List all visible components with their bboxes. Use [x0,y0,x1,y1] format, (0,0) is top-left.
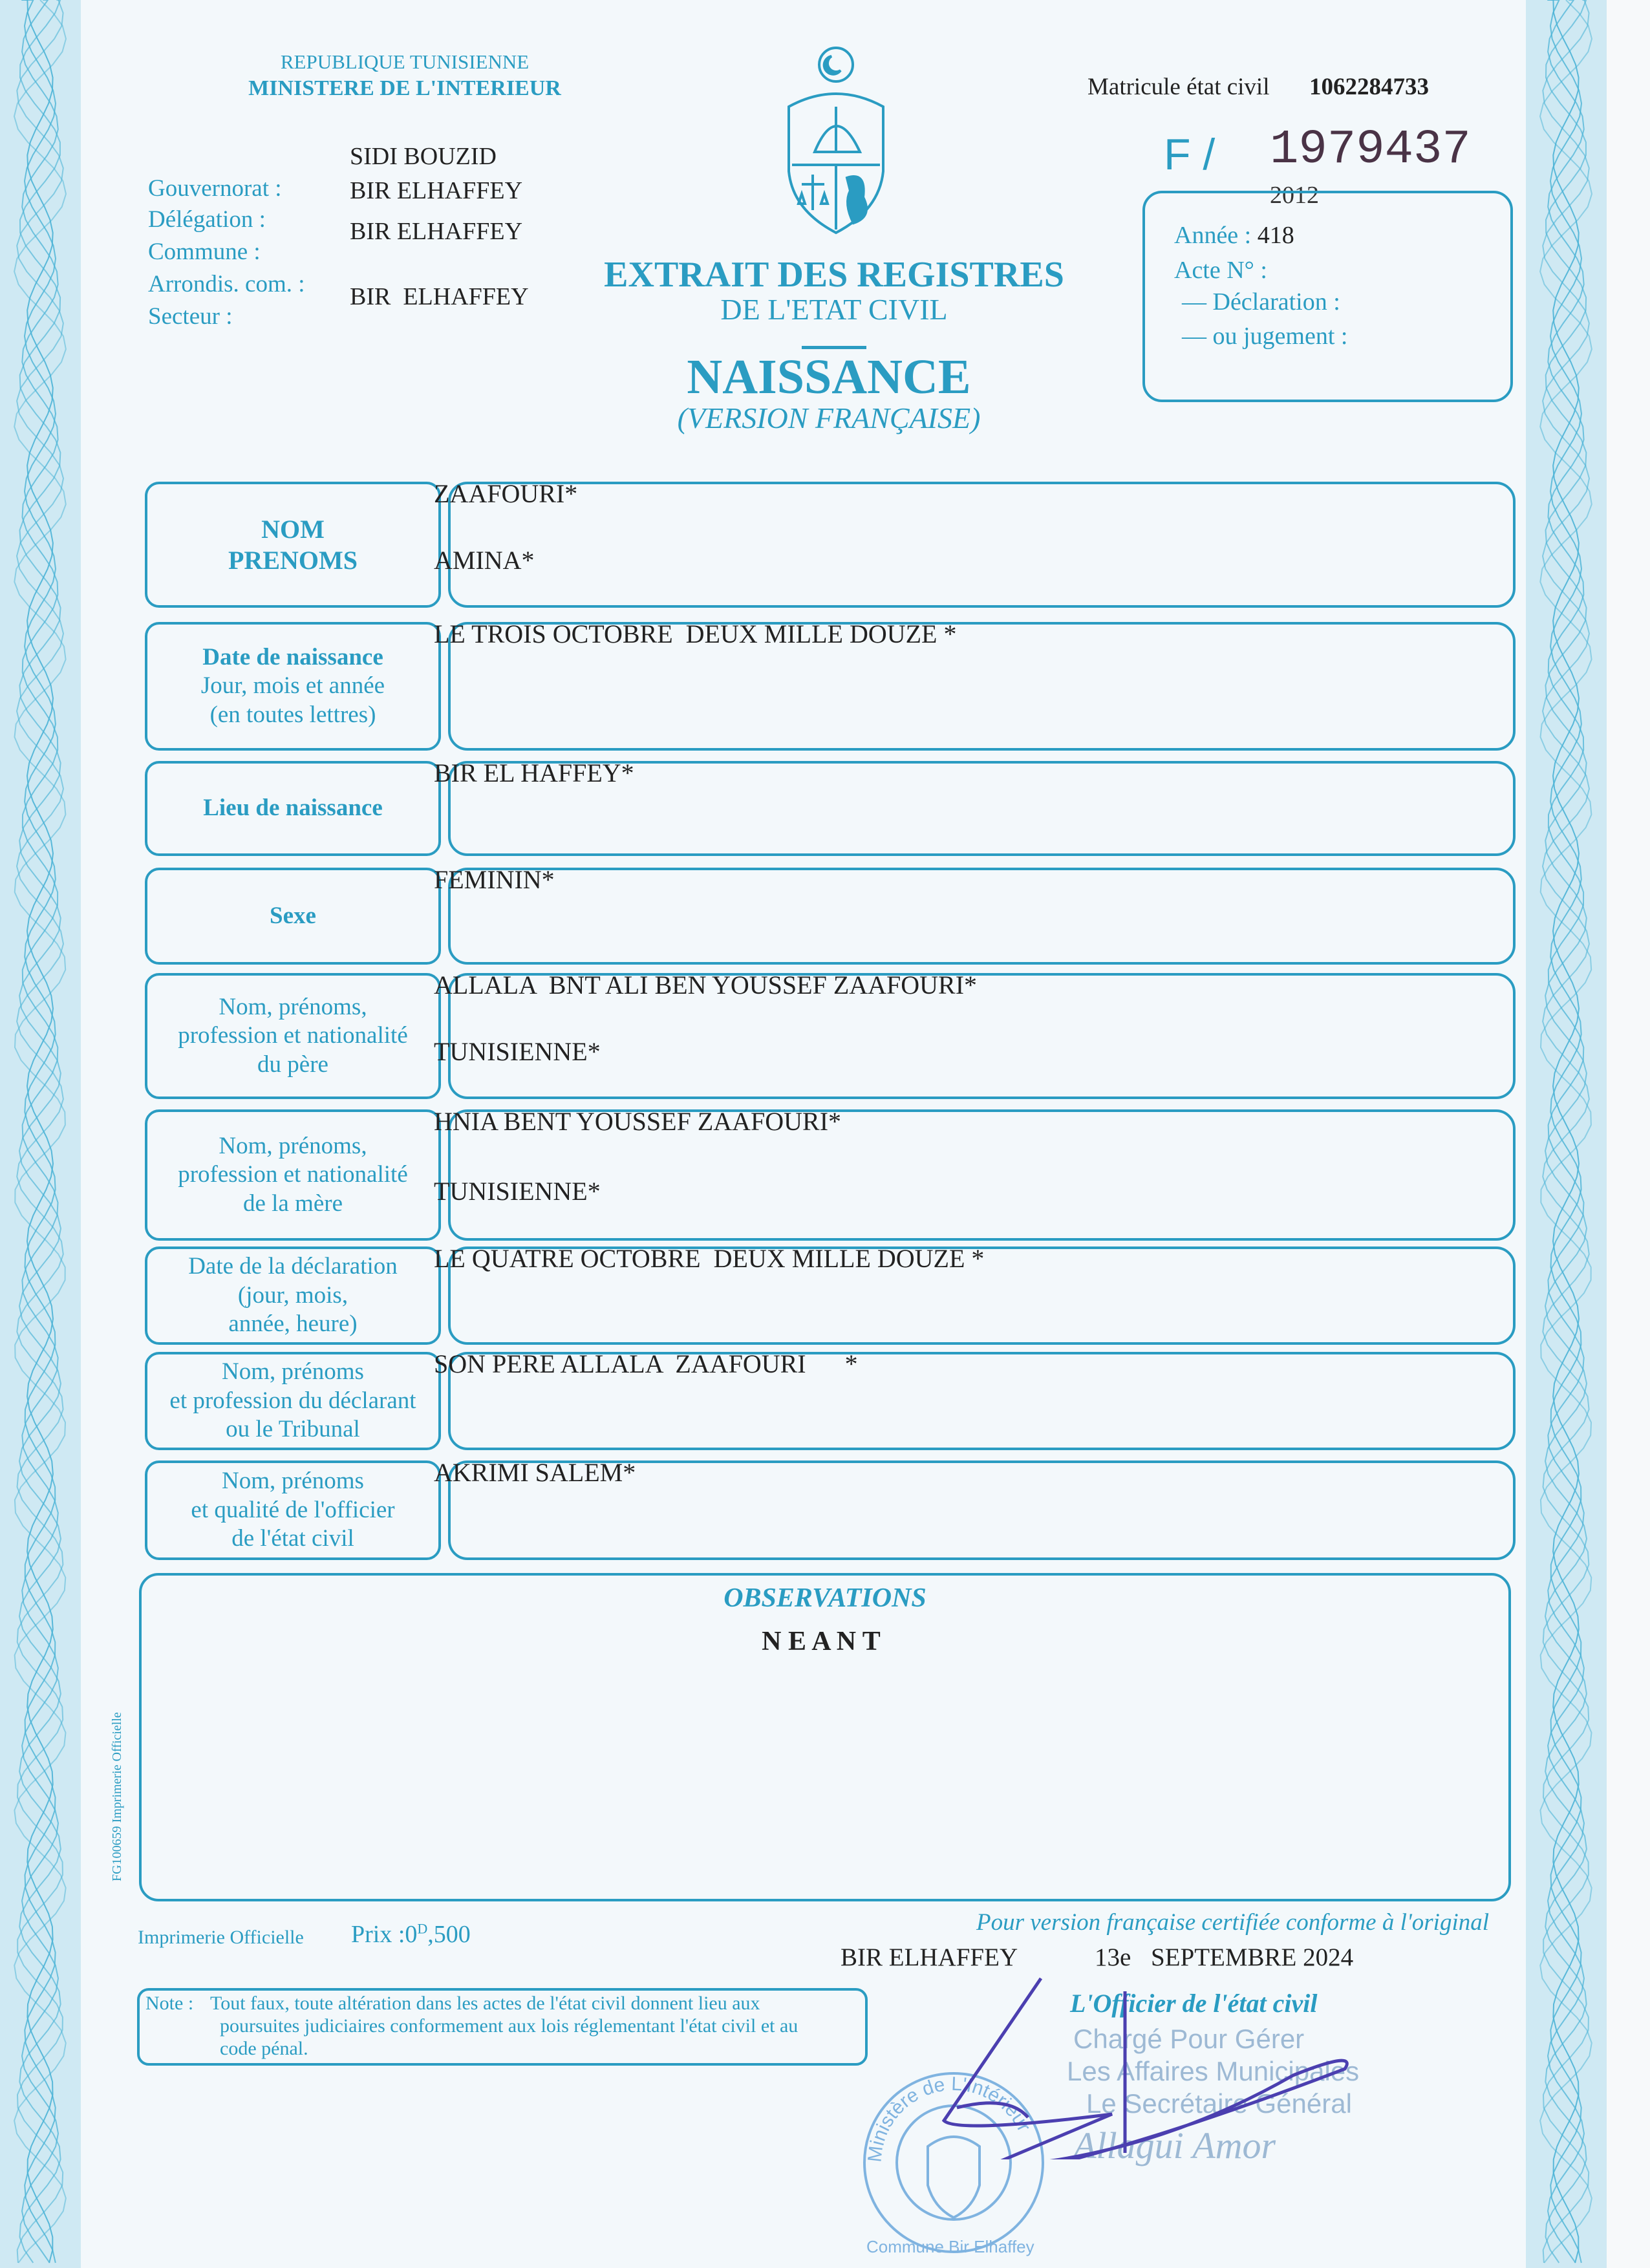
row-label-line: (jour, mois, [237,1281,348,1309]
row-label [145,973,441,1099]
commune-value: BIR ELHAFFEY [350,218,523,245]
row-label [145,761,441,856]
row-label-line: Jour, mois et année [200,672,385,700]
row-label-line: Nom, prénoms [222,1468,364,1495]
note-label: Note : [145,1993,194,2014]
row-value: TUNISIENNE* [434,1037,601,1067]
row-value-box [448,868,1516,965]
guilloche-border-left [0,0,81,2268]
officer-title: L'Officier de l'état civil [1070,1989,1318,2018]
row-value: LE QUATRE OCTOBRE DEUX MILLE DOUZE * [434,1244,985,1273]
row-value: SON PERE ALLALA ZAAFOURI * [434,1349,858,1378]
version-label: (VERSION FRANÇAISE) [677,401,981,434]
act-type-title: NAISSANCE [687,350,971,404]
price-unit: D [417,1920,428,1937]
row-label [145,1460,441,1560]
row-value: FEMININ* [434,865,555,894]
row-label-line: de la mère [242,1190,343,1217]
gouvernorat-value: SIDI BOUZID [350,143,497,170]
acte-number-label: Acte N° : [1174,257,1267,284]
price-prefix: Prix :0 [351,1921,418,1948]
price-value: ,500 [427,1921,471,1948]
tunisia-coat-of-arms-emblem [776,42,896,236]
row-value: ZAAFOURI* [434,479,578,508]
handwritten-signature [931,1959,1397,2159]
observations-value: N E A N T [762,1627,881,1656]
issue-place: BIR ELHAFFEY [841,1943,1018,1971]
row-label-line: et profession du déclarant [169,1387,416,1414]
document-title: EXTRAIT DES REGISTRES [604,255,1064,295]
stamp-line1: Chargé Pour Gérer [1073,2024,1305,2054]
row-label-line: et qualité de l'officier [191,1496,395,1523]
row-label-line: profession et nationalité [178,1022,408,1049]
year-stamp: 2012 [1270,182,1319,209]
secteur-label: Secteur : [148,303,233,330]
row-value: ALLALA BNT ALI BEN YOUSSEF ZAAFOURI* [434,970,978,1000]
row-label-line: Nom, prénoms, [219,1132,367,1159]
row-label-line: Nom, prénoms [222,1358,364,1385]
row-label-line: PRENOMS [228,545,358,575]
republic-label: REPUBLIQUE TUNISIENNE [280,50,530,73]
row-label-line: NOM [261,514,325,544]
row-value: AMINA* [434,546,535,575]
row-label [145,868,441,965]
observations-box [139,1573,1511,1901]
issue-month-year: SEPTEMBRE 2024 [1151,1943,1354,1971]
row-label-line: de l'état civil [231,1525,354,1552]
jugement-label: — ou jugement : [1182,323,1348,350]
row-label [145,1246,441,1345]
printer-label: Imprimerie Officielle [138,1927,304,1948]
declaration-label: — Déclaration : [1182,288,1340,316]
row-label-line: profession et nationalité [178,1161,408,1188]
stamp-signatory: Allagui Amor [1073,2124,1276,2166]
row-value-box [448,482,1516,608]
note-text-line1: Tout faux, toute altération dans les actes de l'état civil donnent lieu aux [210,1993,760,2014]
row-label-line: Date de naissance [202,643,383,670]
issue-day: 13e [1095,1943,1131,1971]
row-label-line: ou le Tribunal [226,1416,360,1443]
row-label [145,622,441,751]
observations-title: OBSERVATIONS [723,1583,927,1613]
row-label [145,1352,441,1450]
row-label-line: Date de la déclaration [188,1253,398,1280]
row-value: BIR EL HAFFEY* [434,758,634,787]
arrondissement-label: Arrondis. com. : [148,271,305,297]
matricule-label: Matricule état civil [1088,74,1270,100]
ministry-label: MINISTERE DE L'INTERIEUR [248,76,561,100]
row-label-line: Nom, prénoms, [219,993,367,1020]
row-label [145,1109,441,1241]
arrondissement-value: BIR ELHAFFEY [350,283,529,310]
annee-label: Année : [1174,222,1252,249]
certification-text: Pour version française certifiée conforme à l'original [976,1909,1490,1936]
row-value: TUNISIENNE* [434,1176,601,1206]
commune-label: Commune : [148,239,261,265]
row-value: AKRIMI SALEM* [434,1458,636,1487]
annee-value: 418 [1257,222,1294,249]
delegation-value: BIR ELHAFFEY [350,177,523,204]
delegation-label: Délégation : [148,206,266,233]
matricule-value: 1062284733 [1309,74,1429,100]
price-label [351,1920,471,1949]
note-text-line2: poursuites judiciaires conformement aux lois réglementant l'état civil et au [220,2015,798,2037]
serial-number: 1979437 [1270,123,1471,177]
row-value: HNIA BENT YOUSSEF ZAAFOURI* [434,1107,842,1136]
note-text-line3: code pénal. [220,2038,308,2059]
page-margin [1607,0,1650,2268]
serial-prefix: F / [1164,130,1216,179]
gouvernorat-label: Gouvernorat : [148,175,282,202]
row-label-line: Lieu de naissance [203,795,383,822]
guilloche-border-right [1526,0,1607,2268]
stamp-ring-bottom: Commune Bir Elhaffey [866,2237,1034,2256]
form-code: FG100659 Imprimerie Officielle [110,1712,124,1881]
row-label-line: année, heure) [228,1311,358,1338]
row-label-line: (en toutes lettres) [209,701,376,728]
annee-field [1174,221,1294,250]
row-label [145,482,441,608]
row-label-line: du père [257,1051,328,1078]
row-value: LE TROIS OCTOBRE DEUX MILLE DOUZE * [434,619,957,648]
stamp-line3: Le Secrétaire Général [1086,2088,1352,2119]
stamp-line2: Les Affaires Municipales [1067,2056,1360,2086]
row-label-line: Sexe [270,902,316,929]
stamp-ring-text: Ministère de L'Intérieur [864,2073,1035,2163]
document-subtitle: DE L'ETAT CIVIL [720,293,948,326]
